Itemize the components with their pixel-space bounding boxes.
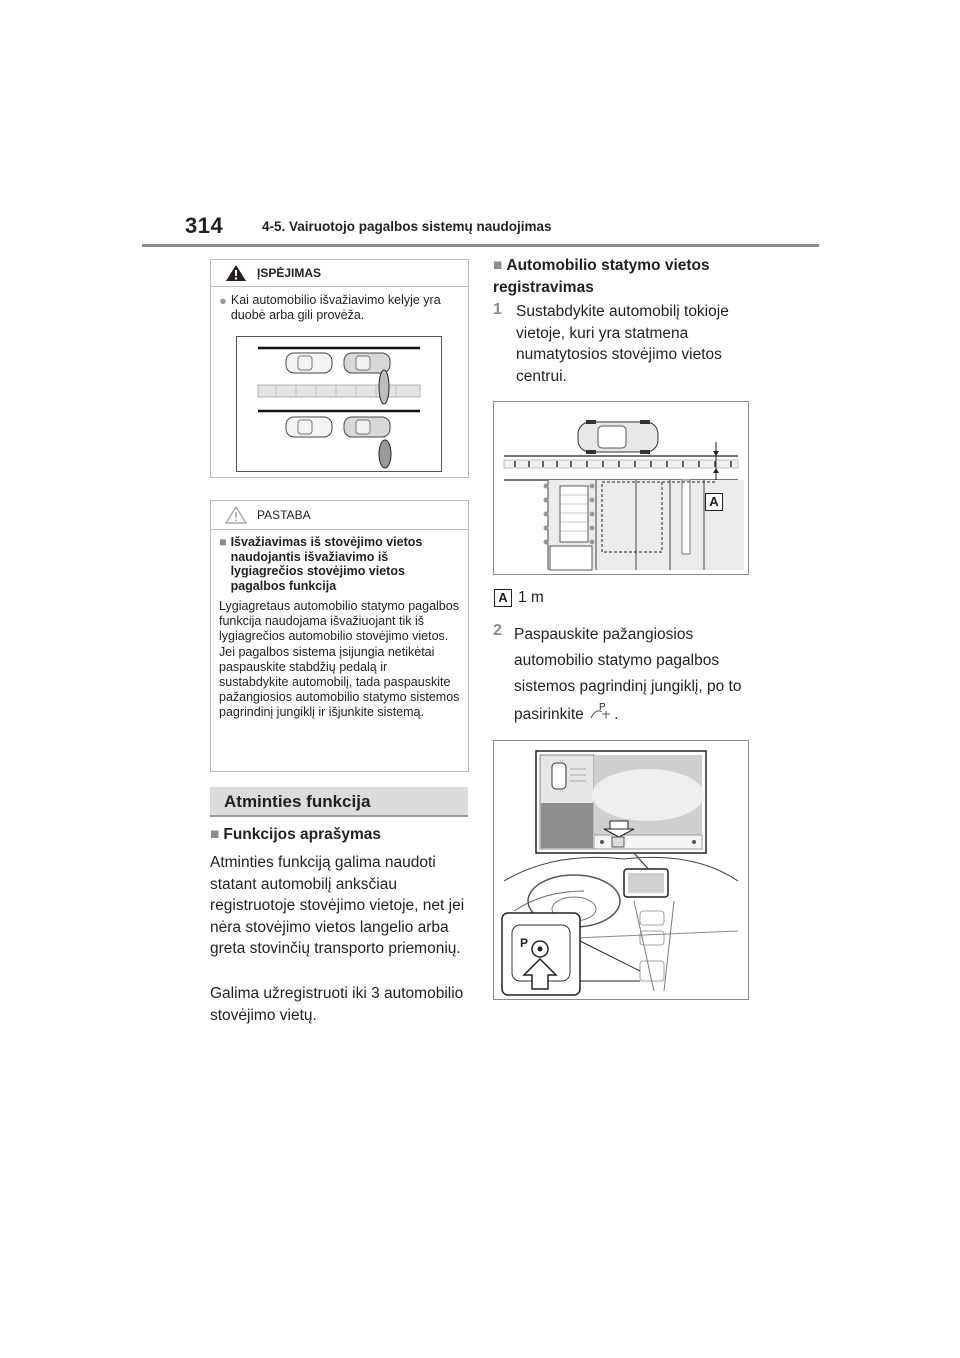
parking-position-illustration <box>494 402 748 574</box>
memory-subheading-row <box>210 826 470 844</box>
note-body: Lygiagretaus automobilio statymo pagalbos funkcija naudojama išvažiuojant tik iš lygiagrečios automobilio stovėjimo vietos. Jei pagalbos sistema įsijungia netikėtai paspauskite stabdžių pedalą ir sustabdykite automobilį, tada paspauskite pažangiosios automobilio statymo sistemos pagrindinį jungiklį ir išjunkite sistemą. <box>219 599 460 720</box>
note-subheading-row <box>219 535 460 593</box>
registration-subheading-row <box>493 255 755 299</box>
warning-box <box>210 259 469 478</box>
header-rule <box>142 244 819 247</box>
parking-position-figure <box>493 401 749 575</box>
section-title: 4-5. Vairuotojo pagalbos sistemų naudojimas <box>262 219 552 234</box>
note-header <box>211 501 468 530</box>
step-2-content <box>514 622 750 728</box>
step-2-text: Paspauskite pažangiosios automobilio statymo pagalbos sistemos pagrindinį jungiklį, po to pasirinkite <box>514 626 742 723</box>
memory-subheading: Funkcijos aprašymas <box>223 826 382 843</box>
square-bullet-icon: ■ <box>493 257 503 274</box>
note-subheading: Išvažiavimas iš stovėjimo vietos naudojantis išvažiavimo iš lygiagrečios stovėjimo vietos pagalbos funkcija <box>230 535 423 593</box>
memory-paragraph-2: Galima užregistruoti iki 3 automobilio stovėjimo vietų. <box>210 985 464 1024</box>
step-1-text: Sustabdykite automobilį tokioje vietoje, kuri yra statmena numatytosios stovėjimo vietos centrui. <box>516 303 729 385</box>
step-2-number: 2 <box>493 622 502 639</box>
step-2 <box>493 622 755 728</box>
parking-memory-icon-letter: P <box>599 702 606 713</box>
dashboard-illustration <box>494 741 748 999</box>
svg-text:P: P <box>520 936 529 950</box>
step-1-number: 1 <box>493 301 502 318</box>
note-box <box>210 500 469 772</box>
warning-title: ĮSPĖJIMAS <box>257 266 322 280</box>
warning-bullet-text: Kai automobilio išvažiavimo kelyje yra duobė arba gili provėža. <box>230 293 441 322</box>
note-triangle-icon <box>225 506 247 524</box>
page-number: 314 <box>185 213 224 238</box>
memory-paragraph-1: Atminties funkciją galima naudoti statant automobilį anksčiau registruotoje stovėjimo vietoje, net jei nėra stovėjimo vietos langelio arba greta stovinčių transporto priemonių. <box>210 854 465 957</box>
dashboard-figure <box>493 740 749 1000</box>
legend-label-a: A <box>494 589 512 607</box>
square-bullet-icon: ■ <box>219 535 227 549</box>
legend-a-text: 1 m <box>518 589 544 606</box>
figure-label-a: A <box>705 493 723 511</box>
road-rut-illustration <box>236 336 442 472</box>
memory-heading: Atminties funkcija <box>210 787 468 817</box>
warning-bullet <box>211 287 468 323</box>
note-title: PASTABA <box>257 508 311 522</box>
bullet-dot-icon: ● <box>219 293 227 308</box>
warning-header <box>211 260 468 287</box>
square-bullet-icon: ■ <box>210 826 220 843</box>
step-1 <box>493 301 755 387</box>
warning-triangle-icon <box>225 264 247 282</box>
registration-subheading: Automobilio statymo vietos registravimas <box>493 257 710 296</box>
step-2-end: . <box>614 706 619 723</box>
parking-memory-icon <box>588 700 614 722</box>
